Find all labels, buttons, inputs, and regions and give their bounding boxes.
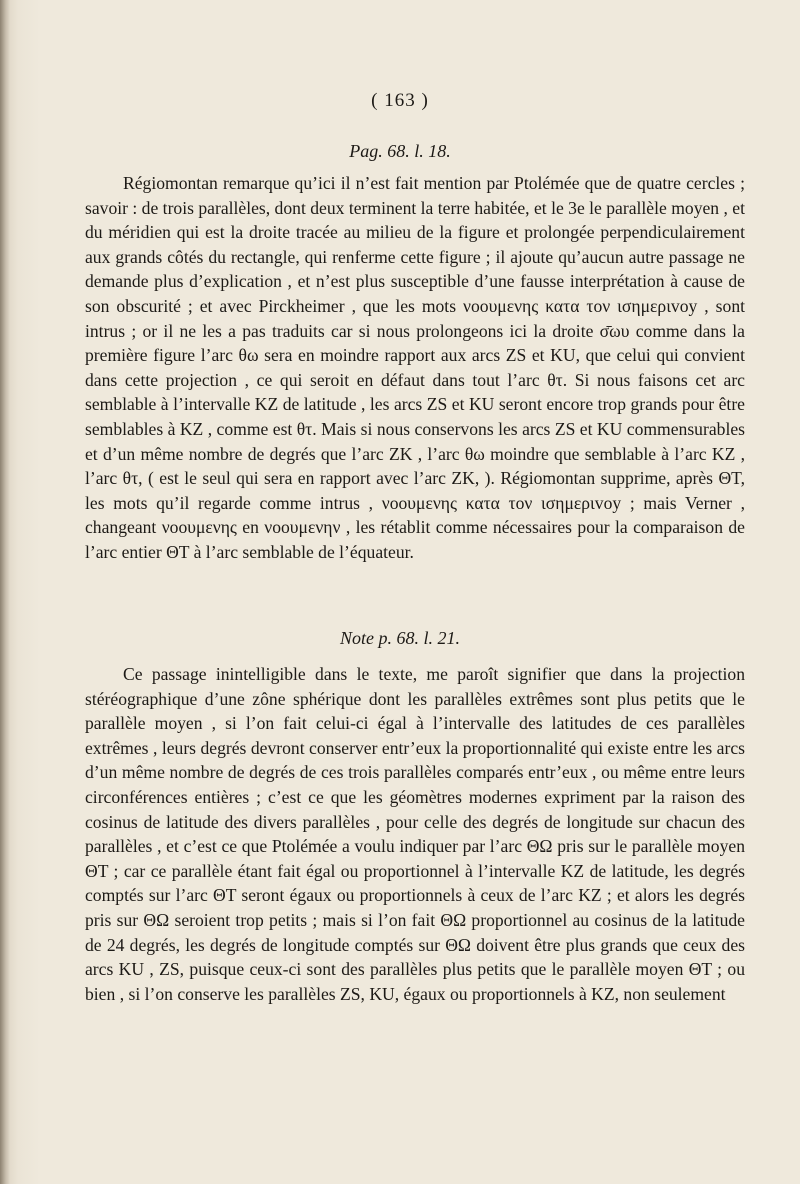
page-reference-heading: Pag. 68. l. 18. xyxy=(349,141,451,161)
page-gutter-shadow xyxy=(0,0,10,1184)
paragraph-projection: Ce passage inintelligible dans le texte, me paroît signifier que dans la projection stéréographique d’une zône sphérique dont les parallèles extrêmes sont plus petits que le parallèle moyen , si l’on fait celui-ci égal à l’intervalle des latitudes de ces parallèles extrêmes , leurs degrés devront conserver entr’eux la proportionnalité qui existe entre les arcs d’un même nombre de degrés de ces trois parallèles comparés entr’eux , ou même entre leurs circonférences entières ; c’est ce que les géomètres modernes expriment par la raison des cosinus de latitude des divers parallèles , pour celle des degrés de longitude sur chacun des parallèles , et c’est ce que Ptolémée a voulu indiquer par l’arc ΘΩ pris sur le parallèle moyen ΘT ; car ce parallèle étant fait égal ou proportionnel à l’intervalle KZ de latitude, les degrés comptés sur l’arc ΘT seront égaux ou proportionnels à ceux de l’arc KZ ; et alors les degrés pris sur ΘΩ seroient trop petits ; mais si l’on fait ΘΩ proportionnel au cosinus de la latitude de 24 degrés, les degrés de longitude comptés sur ΘΩ doivent être plus grands que ceux des arcs KU , ZS, puisque ceux-ci sont des parallèles plus petits que le parallèle moyen ΘT ; ou bien , si l’on conserve les parallèles ZS, KU, égaux ou proportionnels à KZ, non seulement xyxy=(85,664,745,1004)
note-reference-heading: Note p. 68. l. 21. xyxy=(340,628,460,648)
paragraph-regiomontan: Régiomontan remarque qu’ici il n’est fait mention par Ptolémée que de quatre cercles ; savoir : de trois parallèles, dont deux terminent la terre habitée, et le 3e le parallèle moyen , et du méridien qui est la droite tracée au milieu de la figure et prolongée perpendiculairement aux grands côtés du rectangle, qui renferme cette figure ; il ajoute qu’aucun autre passage ne demande plus d’explication , et n’est plus susceptible d’une fausse interprétation à cause de son obscurité ; et avec Pirckheimer , que les mots νοουμενης κατα τον ισημεριvοy , sont intrus ; or il ne les a pas traduits car si nous prolongeons ici la droite σ̄ωυ comme dans la première figure l’arc θω sera en moindre rapport aux arcs ZS et KU, que celui qui convient dans cette projection , ce qui seroit en défaut dans tout l’arc θτ. Si nous faisons cet arc semblable à l’intervalle KZ de latitude , les arcs ZS et KU seront encore trop grands pour être semblables à KZ , comme est θτ. Mais si nous conservons les arcs ZS et KU commensurables et d’un même nombre de degrés que l’arc ZK , l’arc θω moindre que semblable à l’arc KZ , l’arc θτ, ( est le seul qui sera en rapport avec l’arc ZK, ). Régiomontan supprime, après ΘT, les mots qu’il regarde comme intrus , νοουμενης κατα τον ισημεριvοy ; mais Verner , changeant νοουμενης en νοουμενην , les rétablit comme nécessaires pour la comparaison de l’arc entier ΘT à l’arc semblable de l’équateur. xyxy=(85,173,745,562)
page-number: ( 163 ) xyxy=(371,90,429,111)
